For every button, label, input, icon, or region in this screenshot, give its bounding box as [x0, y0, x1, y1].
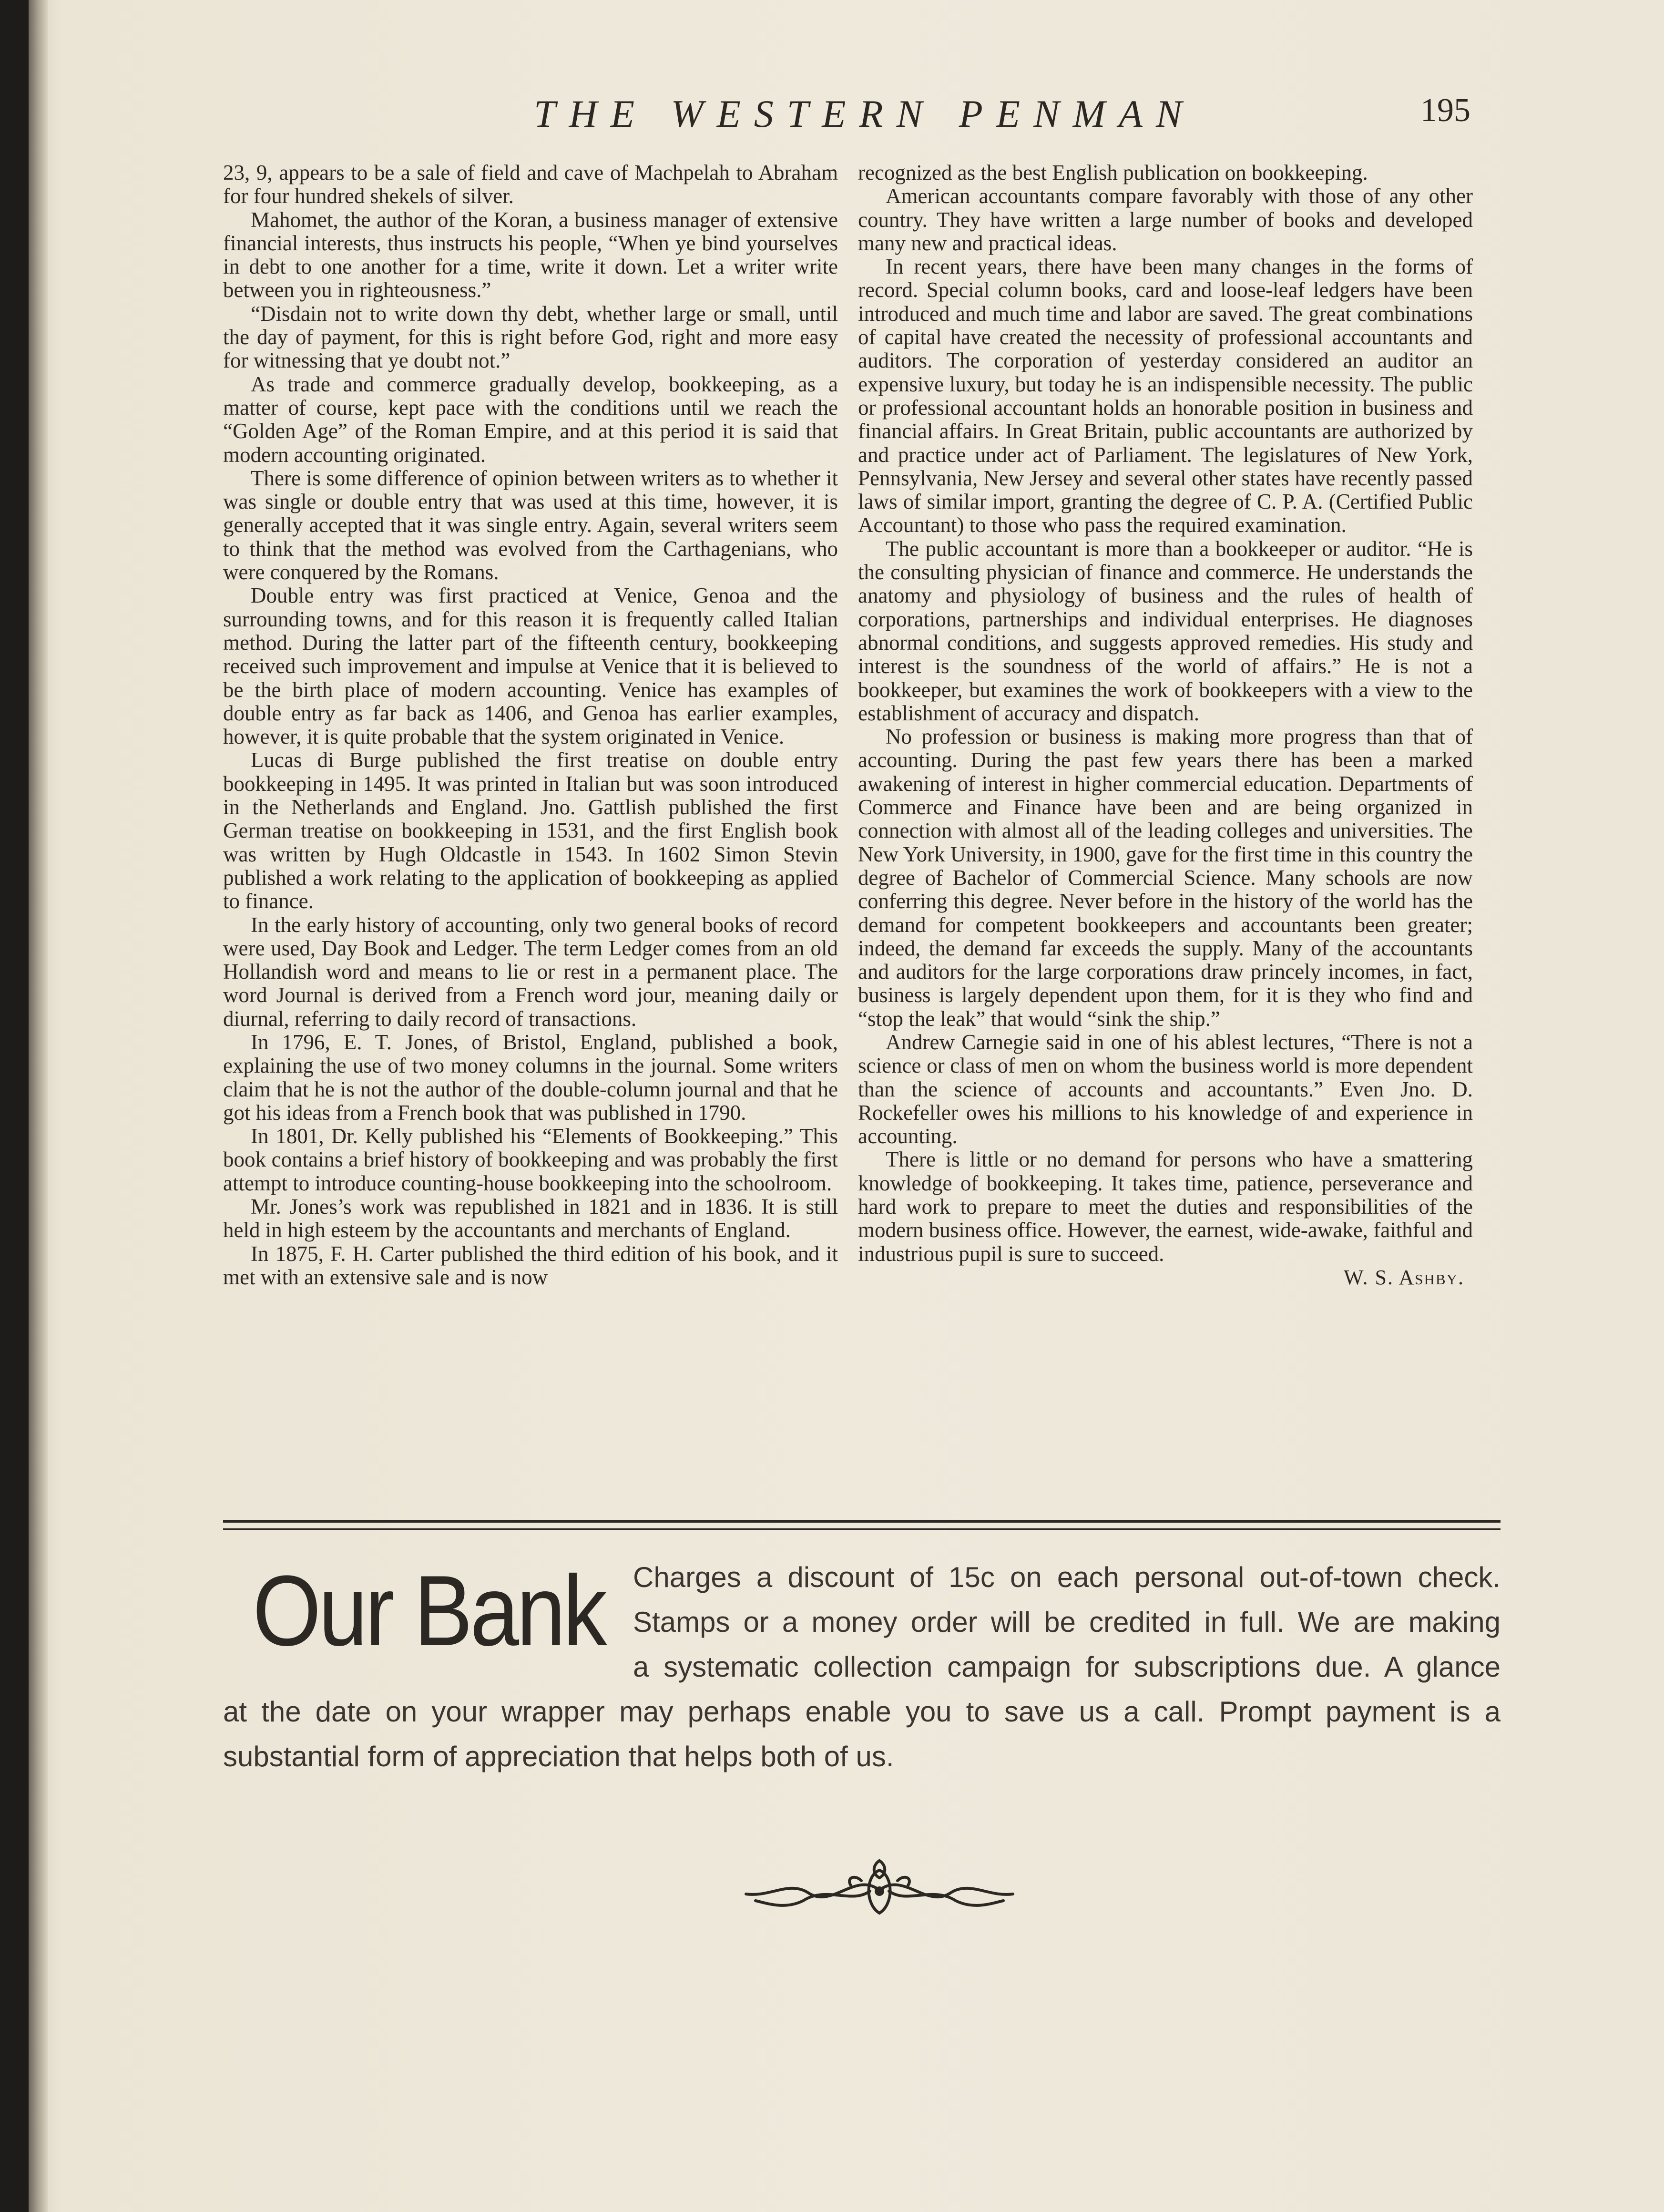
paragraph: 23, 9, appears to be a sale of field and cave of Machpelah to Abraham for four hundred shekels of silver. — [223, 161, 838, 208]
paragraph: As trade and commerce gradually develop, bookkeeping, as a matter of course, kept pace with the conditions until we reach the “Golden Age” of the Roman Empire, and at this period it is said that modern accounting originated. — [223, 372, 838, 467]
notice-title: Our Bank — [253, 1555, 605, 1667]
paragraph: In the early history of accounting, only two general books of record were used, Day Book and Ledger. The term Ledger comes from an old Hollandish word and means to lie or rest in a permanent place. The word Journal is derived from a French word jour, meaning daily or diurnal, referring to daily record of transactions. — [223, 912, 838, 1031]
paragraph: “Disdain not to write down thy debt, whether large or small, until the day of payment, for this is right before God, right and more easy for witnessing that ye doubt not.” — [223, 301, 838, 373]
notice-line: substantial form of appreciation that helps both of us. — [223, 1741, 894, 1772]
article-left-column — [223, 161, 838, 1289]
paragraph: There is some difference of opinion between writers as to whether it was single or double entry that was used at this time, however, it is generally accepted that it was single entry. Again, several writers seem to think that the method was evolved from the Carthagenians, who were conquered by the Romans. — [223, 466, 838, 584]
notice-line: Stamps or a money order will be credited in full. We are making — [633, 1606, 1501, 1638]
paragraph: Double entry was first practiced at Venice, Genoa and the surrounding towns, and for this reason it is frequently called Italian method. During the latter part of the fifteenth century, bookkeeping received such improvement and impulse at Venice that it is believed to be the birth place of modern accounting. Venice has examples of double entry as far back as 1406, and Genoa has earlier examples, however, it is quite probable that the system originated in Venice. — [223, 584, 838, 749]
paragraph: The public accountant is more than a bookkeeper or auditor. “He is the consulting physician of finance and commerce. He understands the anatomy and physiology of business and the rules of health of corporations, partnerships and individual enterprises. He diagnoses abnormal conditions, and suggests approved remedies. His study and interest is the soundness of the world of affairs.” He is not a bookkeeper, but examines the work of bookkeepers with a view to the establishment of accuracy and dispatch. — [858, 536, 1473, 725]
divider-rule-thick — [223, 1520, 1501, 1523]
divider-rule-thin — [223, 1528, 1501, 1530]
decorative-ornament-icon — [736, 1857, 1022, 1928]
notice-line: a systematic collection campaign for subscriptions due. A glance — [633, 1651, 1501, 1683]
running-head — [29, 92, 1664, 144]
paragraph: Lucas di Burge published the first treatise on double entry bookkeeping in 1495. It was printed in Italian but was soon introduced in the Netherlands and England. Jno. Gattlish published the first German treatise on bookkeeping in 1531, and the first English book was written by Hugh Oldcastle in 1543. In 1602 Simon Stevin published a work relating to the application of bookkeeping as applied to finance. — [223, 748, 838, 913]
paragraph: Mr. Jones’s work was republished in 1821 and in 1836. It is still held in high esteem by the accountants and merchants of England. — [223, 1195, 838, 1242]
paragraph: In 1875, F. H. Carter published the third edition of his book, and it met with an extensive sale and is now — [223, 1241, 838, 1289]
paragraph: In 1796, E. T. Jones, of Bristol, England, published a book, explaining the use of two money columns in the journal. Some writers claim that he is not the author of the double-column journal and that he got his ideas from a French book that was published in 1790. — [223, 1030, 838, 1125]
binding-gutter — [29, 0, 48, 2212]
article-right-column — [858, 161, 1473, 1289]
notice-line: Charges a discount of 15c on each personal out-of-town check. — [633, 1561, 1501, 1593]
page-number: 195 — [1420, 92, 1470, 129]
paragraph: In 1801, Dr. Kelly published his “Elements of Bookkeeping.” This book contains a brief history of bookkeeping and was probably the first attempt to introduce counting-house bookkeeping into the schoolroom. — [223, 1124, 838, 1195]
paragraph: American accountants compare favorably with those of any other country. They have written a large number of books and developed many new and practical ideas. — [858, 184, 1473, 255]
magazine-page — [29, 0, 1664, 2212]
author-signature: W. S. Ashby. — [1343, 1265, 1464, 1289]
paragraph: recognized as the best English publication on bookkeeping. — [858, 161, 1368, 184]
paragraph: In recent years, there have been many changes in the forms of record. Special column books, card and loose-leaf ledgers have been introduced and much time and labor are saved. The great combinations of capital have created the necessity of professional accountants and auditors. The corporation of yesterday considered an auditor an expensive luxury, but today he is an indispensible necessity. The public or professional accountant holds an honorable position in business and financial affairs. In Great Britain, public accountants are authorized by and practice under act of Parliament. The legislatures of New York, Pennsylvania, New Jersey and several other states have recently passed laws of similar import, granting the degree of C. P. A. (Certified Public Accountant) to those who pass the required examination. — [858, 255, 1473, 537]
running-title: THE WESTERN PENMAN — [534, 92, 1195, 135]
notice-line: at the date on your wrapper may perhaps enable you to save us a call. Prompt payment is a — [223, 1696, 1501, 1728]
paragraph: No profession or business is making more progress than that of accounting. During the past few years there has been a marked awakening of interest in higher commercial education. Departments of Commerce and Finance have been and are being organized in connection with almost all of the leading colleges and universities. The New York University, in 1900, gave for the first time in this country the degree of Bachelor of Commercial Science. Many schools are now conferring this degree. Never before in the history of the world has the demand for competent bookkeepers and accountants been greater; indeed, the demand far exceeds the supply. Many of the accountants and auditors for the large corporations draw princely incomes, in fact, business is largely dependent upon them, for it is they who find and “stop the leak” that would “sink the ship.” — [858, 725, 1473, 1031]
paragraph: Mahomet, the author of the Koran, a business manager of extensive financial interests, thus instructs his people, “When ye bind yourselves in debt to one another for a time, write it down. Let a writer write between you in righteousness.” — [223, 207, 838, 302]
paragraph: There is little or no demand for persons who have a smattering knowledge of bookkeeping. It takes time, patience, perseverance and hard work to prepare to meet the duties and responsibilities of the modern business office. However, the earnest, wide-awake, faithful and industrious pupil is sure to succeed. — [858, 1147, 1473, 1266]
paragraph: Andrew Carnegie said in one of his ablest lectures, “There is not a science or class of men on whom the business world is more dependent than the science of accounts and accountants.” Even Jno. D. Rockefeller owes his millions to his knowledge of and experience in accounting. — [858, 1030, 1473, 1148]
